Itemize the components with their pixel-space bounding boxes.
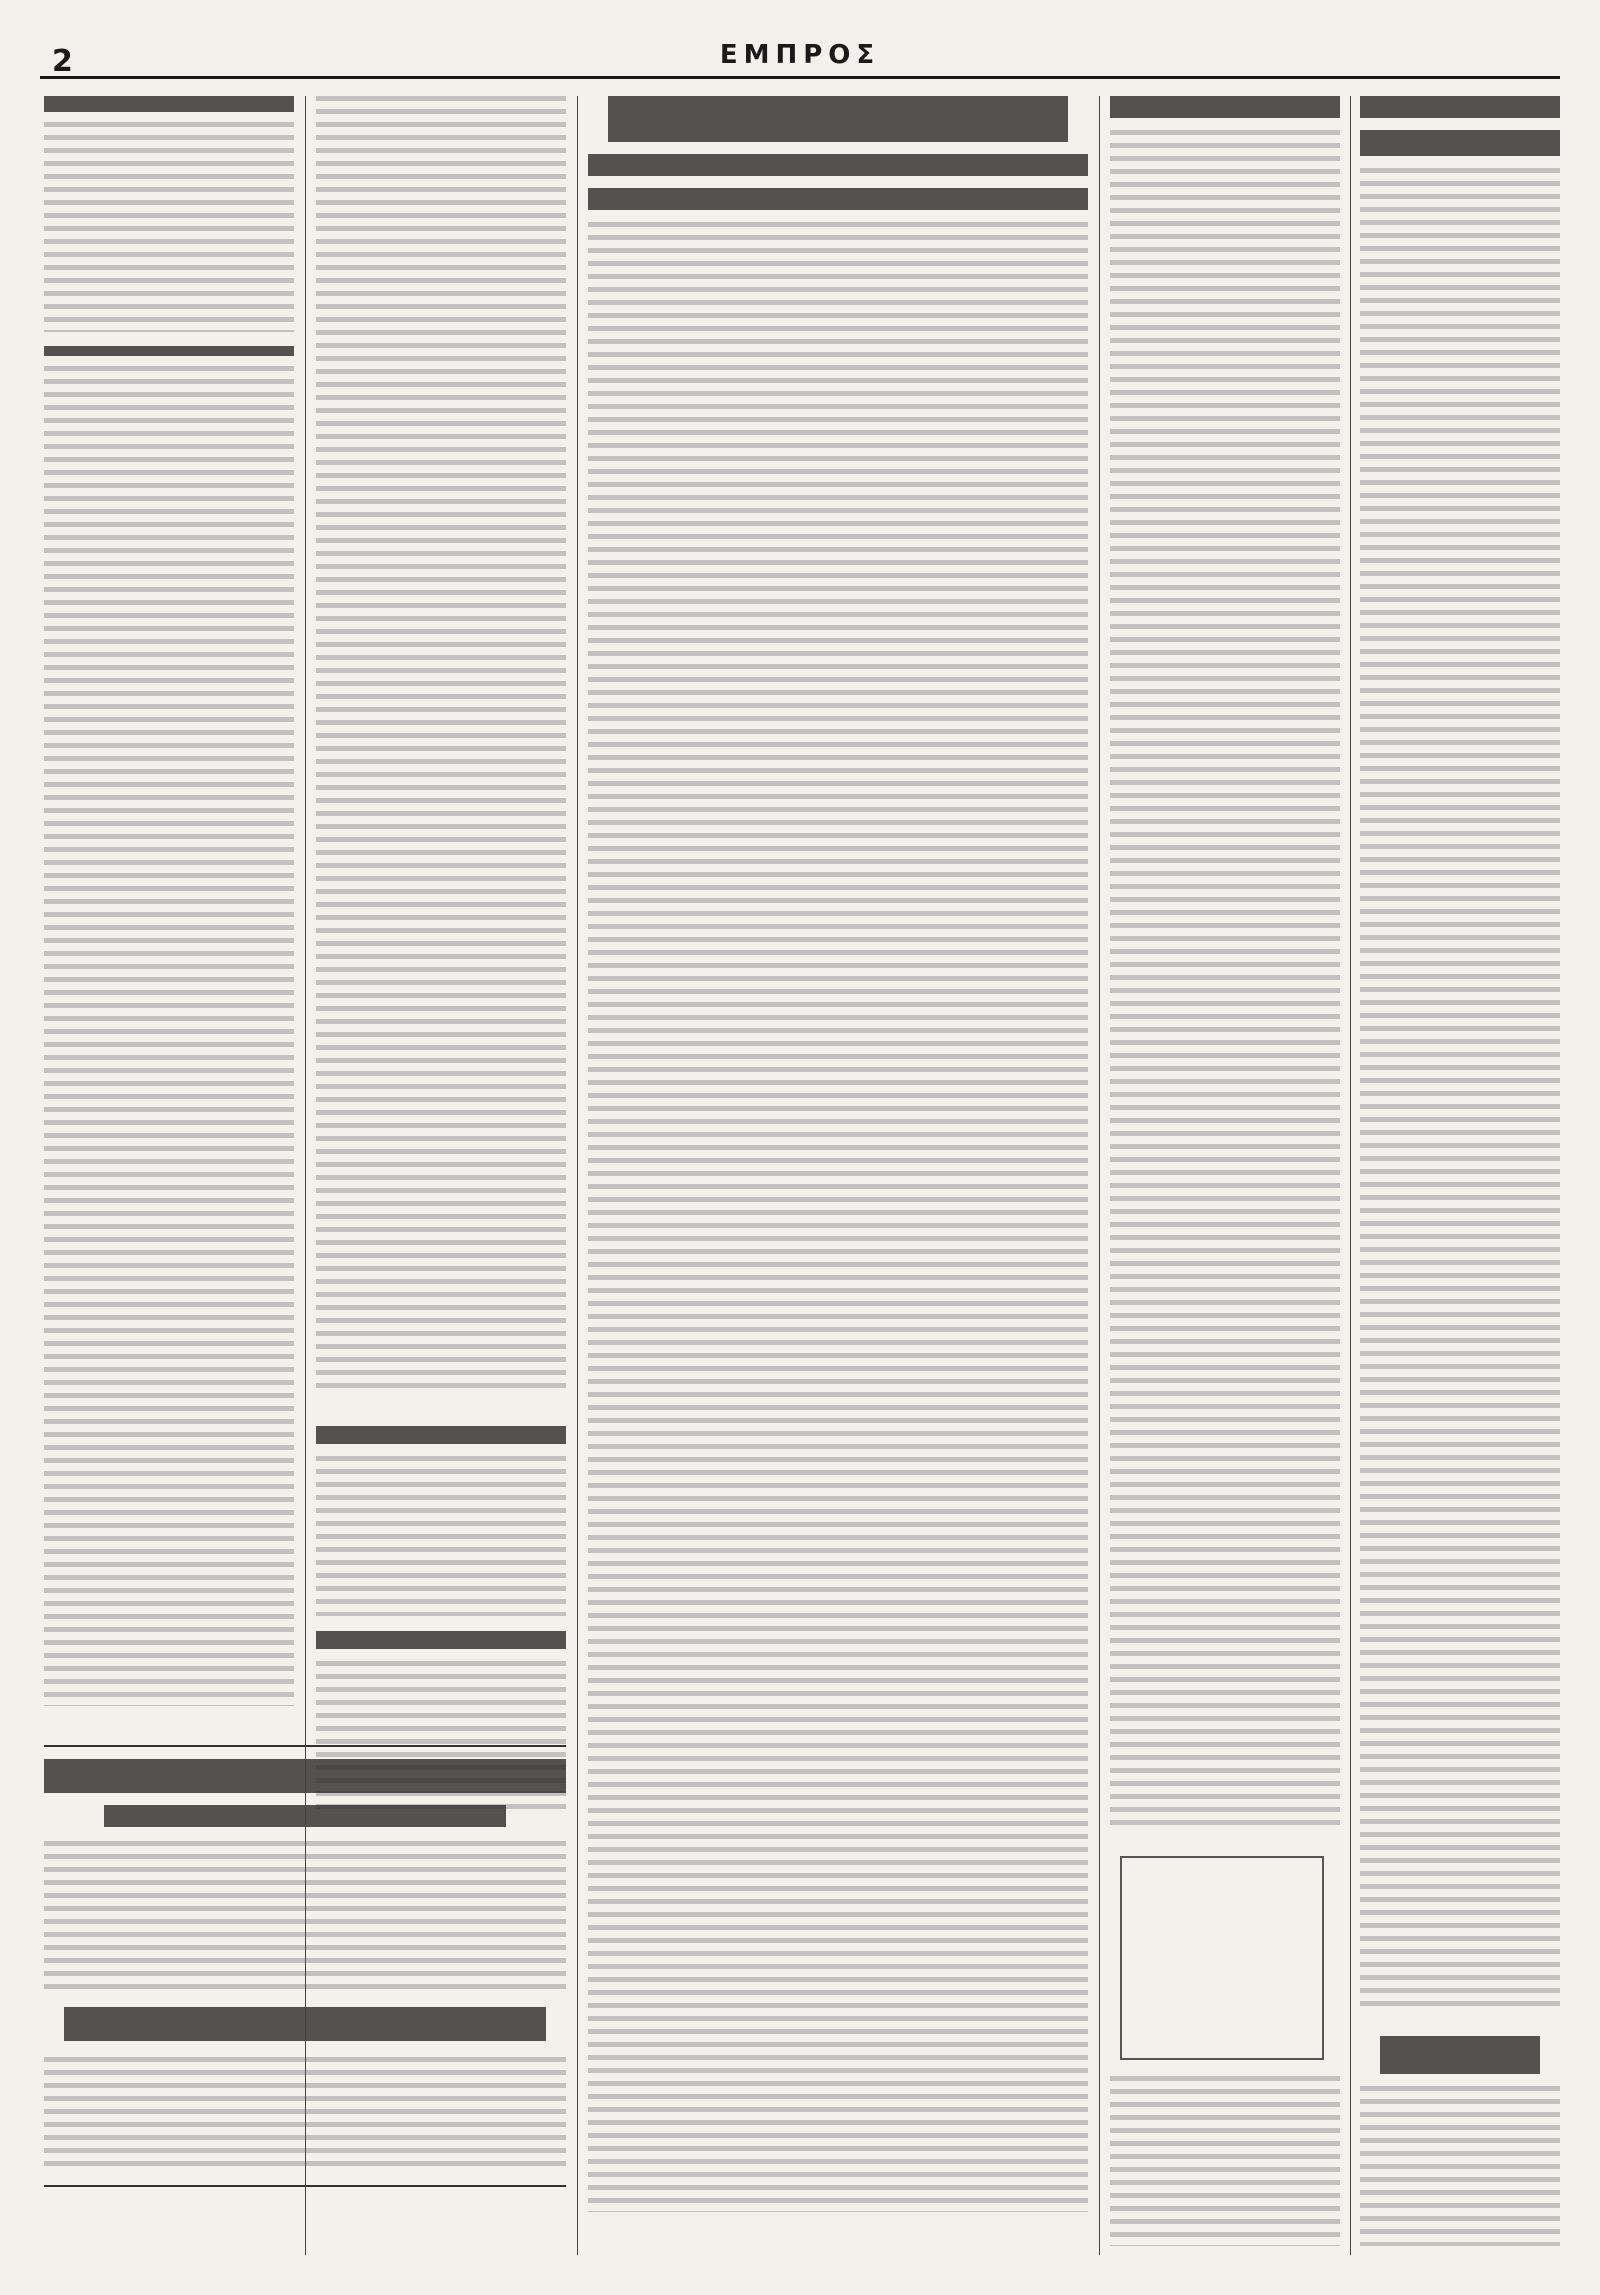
text-block bbox=[316, 96, 566, 1396]
text-block bbox=[1360, 2086, 1560, 2246]
section-heading bbox=[1110, 96, 1340, 118]
column-5 bbox=[1110, 96, 1340, 2255]
section-heading bbox=[1360, 96, 1560, 118]
column-6 bbox=[1360, 96, 1560, 2255]
section-heading bbox=[1360, 130, 1560, 156]
column-3-4 bbox=[588, 96, 1088, 2255]
text-block bbox=[1360, 168, 1560, 2008]
section-heading bbox=[1380, 2036, 1540, 2074]
column-rule bbox=[577, 96, 578, 2255]
page-number: 2 bbox=[52, 44, 73, 79]
text-block bbox=[1110, 130, 1340, 1830]
section-heading bbox=[44, 96, 294, 112]
main-headline bbox=[608, 96, 1068, 142]
section-heading bbox=[316, 1426, 566, 1444]
column-rule bbox=[305, 96, 306, 2255]
illustration bbox=[1120, 1856, 1324, 2060]
sub-headline bbox=[588, 154, 1088, 176]
masthead: ΕΜΠΡΟΣ bbox=[719, 40, 881, 70]
text-block bbox=[44, 366, 294, 1706]
section-heading bbox=[316, 1631, 566, 1649]
text-block bbox=[588, 222, 1088, 2212]
text-block bbox=[1110, 2076, 1340, 2246]
text-block bbox=[44, 122, 294, 332]
column-rule bbox=[1350, 96, 1351, 2255]
sub-headline bbox=[588, 188, 1088, 210]
column-rule bbox=[1099, 96, 1100, 2255]
text-block bbox=[316, 1456, 566, 1616]
section-heading bbox=[44, 346, 294, 356]
